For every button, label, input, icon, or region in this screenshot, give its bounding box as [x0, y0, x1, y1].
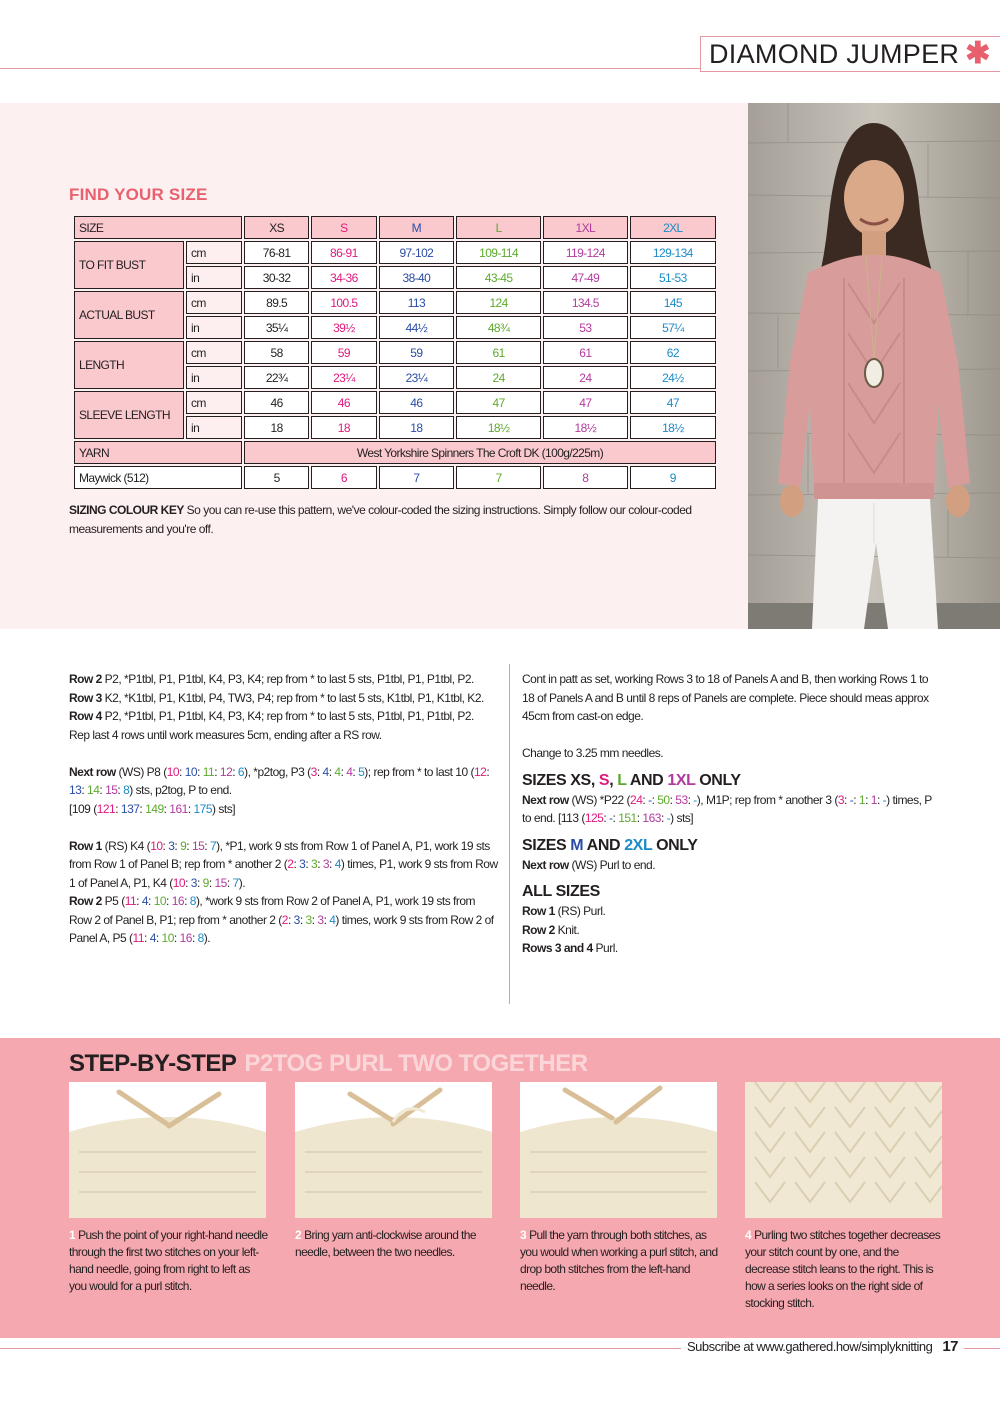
step-number: 2	[295, 1228, 302, 1242]
table-row-length-cm	[74, 341, 716, 364]
unit-in: in	[186, 316, 242, 339]
val-m: 10	[184, 764, 198, 779]
footer	[681, 1338, 964, 1355]
val-l: 50	[657, 792, 670, 807]
text: Purl.	[592, 941, 618, 955]
text: ) times, work 9 sts from Row 2 of Panel A, P5 (	[69, 912, 494, 945]
table-cell: 9	[630, 466, 716, 489]
table-cell: 47-49	[543, 266, 628, 289]
val-m: 4	[322, 764, 329, 779]
val-l: 3	[311, 857, 318, 871]
row-label: Row 4	[69, 709, 102, 723]
table-cell: 86-91	[311, 241, 376, 264]
val-2xl: 7	[209, 838, 217, 853]
table-cell: 18½	[630, 416, 716, 439]
val-1xl: 15	[191, 838, 205, 853]
step-number: 1	[69, 1228, 76, 1242]
step-text: Push the point of your right-hand needle through the first two stitches on your left-hand needle, going from right to left as you would for a purl stitch.	[69, 1228, 268, 1293]
val-s: 3	[837, 792, 845, 807]
row-text: P2, *P1tbl, P1, P1tbl, K4, P3, K4; rep from * to last 5 sts, P1tbl, P1, P1tbl, P2.	[101, 672, 474, 686]
val-s: 2	[281, 912, 288, 927]
val-l: 149	[145, 801, 164, 816]
row-1-panel-instruction: Row 1 (RS) K4 (10: 3: 9: 15: 7), *P1, work 9 sts from Row 1 of Panel A, P1, work 19 sts from Row 1 of Panel B; rep from * another 2 (2: 3: 3: 3: 4) times, P1, work 9 sts from Row 1 of Panel A, P1, K4 (10: 3: 9: 15: 7).	[69, 838, 498, 890]
step-title-sub: P2TOG PURL TWO TOGETHER	[244, 1050, 588, 1077]
unit-in: in	[186, 416, 242, 439]
to-fit-bust-label: TO FIT BUST	[74, 241, 184, 289]
sleeve-length-label: SLEEVE LENGTH	[74, 391, 184, 439]
val-2xl: -	[666, 811, 671, 825]
row-2-instruction	[69, 670, 499, 689]
table-cell: 24	[456, 366, 541, 389]
step-1-caption	[69, 1227, 269, 1295]
table-cell: 24	[543, 366, 628, 389]
size-table	[72, 214, 718, 491]
val-1xl: 4	[346, 764, 353, 779]
table-cell: 43-45	[456, 266, 541, 289]
table-cell: 134.5	[543, 291, 628, 314]
val-s: 12	[474, 764, 487, 779]
row-label: Next row	[69, 764, 116, 779]
next-row-purl-instruction	[522, 856, 942, 875]
size-label: SIZE	[74, 216, 242, 239]
table-cell: 23¼	[311, 366, 376, 389]
table-cell: 38-40	[379, 266, 455, 289]
step-4-caption	[745, 1227, 945, 1312]
knitting-needles-illustration	[295, 1082, 492, 1218]
sizes-m-2xl-heading	[522, 836, 942, 856]
val-l: 1	[858, 792, 866, 807]
row-label: Row 1	[522, 904, 555, 918]
table-cell: 5	[244, 466, 309, 489]
table-cell: 53	[543, 316, 628, 339]
table-cell: 18½	[456, 416, 541, 439]
model-photo	[748, 103, 1000, 629]
page-title: DIAMOND JUMPER	[709, 38, 960, 69]
text: ONLY	[695, 771, 741, 789]
step-number: 3	[520, 1228, 527, 1242]
table-cell: 48¾	[456, 316, 541, 339]
table-row-sleeve-length-cm	[74, 391, 716, 414]
table-cell: 61	[543, 341, 628, 364]
val-m: 3	[168, 838, 175, 853]
text: ,	[590, 771, 599, 789]
text: ), *work 9 sts from Row 2 of Panel A, P1, work 19 sts from Row 2 of Panel B, P1; rep from * another 2 (	[69, 894, 476, 927]
left-column	[69, 670, 499, 948]
unit-cm: cm	[186, 291, 242, 314]
table-cell: 6	[311, 466, 376, 489]
val-s: 10	[150, 838, 163, 853]
table-cell: 59	[311, 341, 376, 364]
row-label: Next row	[522, 857, 569, 872]
text: (WS) Purl to end.	[568, 857, 656, 872]
val-m: -	[609, 811, 613, 825]
unit-cm: cm	[186, 341, 242, 364]
text: ) sts]	[212, 801, 236, 816]
val-s: 10	[166, 764, 180, 779]
val-s: 11	[132, 931, 145, 945]
val-l: 151	[618, 811, 637, 825]
table-cell: 30-32	[244, 266, 309, 289]
unit-cm: cm	[186, 391, 242, 414]
table-cell: 8	[543, 466, 628, 489]
val-2xl: 8	[123, 783, 130, 797]
text: ).	[203, 931, 211, 945]
table-cell: 23¼	[379, 366, 455, 389]
all-sizes-heading: ALL SIZES	[522, 883, 600, 900]
step-text: Bring yarn anti-clockwise around the needle, between the two needles.	[295, 1228, 476, 1259]
knitting-needles-illustration	[520, 1082, 717, 1218]
table-cell: 22¾	[244, 366, 309, 389]
text: AND	[626, 771, 668, 789]
size-s: S	[598, 771, 610, 789]
val-l: 9	[180, 838, 187, 853]
val-1xl: 12	[219, 764, 233, 779]
shade-label: Maywick (512)	[74, 466, 242, 489]
table-cell: 119-124	[543, 241, 628, 264]
row-text: K2, *K1tbl, P1, K1tbl, P4, TW3, P4; rep from * to last 5 sts, K1tbl, P1, K1tbl, K2.	[101, 690, 484, 705]
row-text: P2, *P1tbl, P1, P1tbl, K4, P3, K4; rep from * to last 5 sts, P1tbl, P1, P1tbl, P2.	[101, 709, 474, 723]
val-m: 3	[293, 912, 300, 927]
val-1xl: 3	[322, 857, 330, 871]
row-2-knit-instruction	[522, 921, 942, 940]
val-m: 3	[299, 857, 306, 871]
yarn-label: YARN	[74, 441, 242, 464]
table-row-yarn	[74, 441, 716, 464]
size-xs: XS	[244, 216, 309, 239]
size-m: M	[379, 216, 455, 239]
text: ), *P1, work 9 sts from Row 1 of Panel A, P1, work 19 sts from Row 1 of Panel B; rep from * another 2 (	[69, 838, 490, 871]
table-cell: 109-114	[456, 241, 541, 264]
next-row-increase-instruction: Next row (WS) *P22 (24: -: 50: 53: -), M1P; rep from * another 3 (3: -: 1: 1: -) times, P to end. [113 (125: -: 151: 163: -) sts]	[522, 792, 932, 825]
table-row-actual-bust-cm	[74, 291, 716, 314]
subscribe-link[interactable]: Subscribe at www.gathered.how/simplyknitting	[686, 1339, 933, 1354]
val-s: 10	[172, 875, 186, 890]
right-column	[522, 670, 942, 958]
val-s: 24	[630, 792, 643, 807]
key-text: So you can re-use this pattern, we've colour-coded the sizing instructions. Simply follow our colour-coded measurements and you're off.	[69, 503, 692, 536]
table-cell: 57¼	[630, 316, 716, 339]
table-cell: 18½	[543, 416, 628, 439]
val-s: 2	[287, 857, 294, 871]
text: ) sts, p2tog, P to end.	[129, 783, 232, 797]
val-m: 3	[190, 875, 197, 890]
table-cell: 100.5	[311, 291, 376, 314]
length-label: LENGTH	[74, 341, 184, 389]
val-m: 4	[141, 894, 149, 908]
text: ), *p2tog, P3 (	[244, 764, 311, 779]
sizing-colour-key	[69, 501, 709, 539]
text: ), M1P; rep from * another 3 (	[696, 792, 838, 807]
unit-cm: cm	[186, 241, 242, 264]
step-2-photo	[295, 1082, 492, 1218]
table-row-shade	[74, 466, 716, 489]
row-label: Row 1	[69, 838, 102, 853]
val-2xl: 5	[358, 764, 365, 779]
table-cell: 58	[244, 341, 309, 364]
asterisk-icon: ✱	[965, 37, 991, 70]
table-cell: 24½	[630, 366, 716, 389]
knitting-needles-illustration	[69, 1082, 266, 1218]
page-number: 17	[942, 1338, 958, 1355]
step-4-photo	[745, 1082, 942, 1218]
key-label: SIZING COLOUR KEY	[69, 503, 184, 517]
val-s: 3	[310, 764, 317, 779]
size-m: M	[570, 836, 584, 854]
val-2xl: 7	[232, 875, 239, 890]
table-cell: 89.5	[244, 291, 309, 314]
text: AND	[583, 836, 625, 854]
row-label: Row 3	[69, 690, 102, 705]
val-m: -	[849, 792, 854, 807]
val-l: 9	[202, 875, 209, 890]
text: ).	[238, 875, 246, 890]
table-cell: 145	[630, 291, 716, 314]
table-cell: 97-102	[379, 241, 455, 264]
size-1xl: 1XL	[543, 216, 628, 239]
step-title-main: STEP-BY-STEP	[69, 1050, 237, 1077]
size-xs: XS	[570, 771, 591, 789]
table-cell: 113	[379, 291, 455, 314]
stocking-stitch-illustration	[745, 1082, 942, 1218]
row-label: Next row	[522, 792, 569, 807]
size-l: L	[617, 771, 627, 789]
page-title-box	[700, 36, 1000, 72]
text: ) sts]	[670, 811, 694, 825]
table-cell: 62	[630, 341, 716, 364]
val-m: 137	[120, 801, 140, 816]
sizes-xs-s-l-1xl-heading	[522, 771, 942, 791]
val-1xl: 53	[675, 792, 688, 807]
find-your-size-heading: FIND YOUR SIZE	[69, 185, 208, 204]
table-cell: 47	[630, 391, 716, 414]
change-needles-instruction: Change to 3.25 mm needles.	[522, 746, 664, 760]
row-label: Rows 3 and 4	[522, 941, 593, 955]
unit-in: in	[186, 366, 242, 389]
val-l: 11	[202, 764, 215, 779]
unit-in: in	[186, 266, 242, 289]
val-l: 14	[87, 783, 100, 797]
val-1xl: 163	[642, 811, 661, 825]
column-divider	[509, 664, 510, 1004]
row-label: Row 2	[69, 672, 102, 686]
val-2xl: 6	[237, 764, 245, 779]
val-2xl: 175	[193, 801, 213, 816]
step-number: 4	[745, 1228, 752, 1242]
val-2xl: -	[882, 792, 887, 807]
step-3-caption	[520, 1227, 720, 1295]
step-3-photo	[520, 1082, 717, 1218]
text: (WS) *P22 (	[568, 792, 631, 807]
step-2-caption	[295, 1227, 495, 1261]
val-l: 10	[161, 931, 174, 945]
text: ); rep from * to last 10 (	[364, 764, 474, 779]
val-1xl: 3	[317, 912, 324, 927]
val-l: 4	[334, 764, 341, 779]
text: SIZES	[522, 771, 571, 789]
val-2xl: 8	[197, 931, 204, 945]
text: ,	[609, 771, 618, 789]
row-label: Row 2	[522, 922, 555, 937]
step-by-step-title	[69, 1050, 588, 1078]
table-cell: 129-134	[630, 241, 716, 264]
val-l: 10	[153, 894, 167, 908]
val-1xl: 15	[214, 875, 227, 890]
val-s: 11	[124, 894, 137, 908]
table-cell: 35¼	[244, 316, 309, 339]
table-cell: 18	[379, 416, 455, 439]
text: (RS) Purl.	[554, 904, 606, 918]
text: ) times, P to end. [113 (	[522, 792, 932, 825]
row-3-instruction	[69, 689, 499, 708]
table-cell: 47	[456, 391, 541, 414]
val-1xl: 15	[105, 783, 118, 797]
text: ONLY	[652, 836, 698, 854]
text: (RS) K4 (	[101, 838, 151, 853]
val-2xl: 4	[334, 857, 341, 871]
size-l: L	[456, 216, 541, 239]
table-cell: 44½	[379, 316, 455, 339]
table-cell: 46	[379, 391, 455, 414]
table-cell: 76-81	[244, 241, 309, 264]
table-cell: 46	[311, 391, 376, 414]
size-s: S	[311, 216, 376, 239]
table-cell: 7	[379, 466, 455, 489]
table-cell: 47	[543, 391, 628, 414]
table-row-size	[74, 216, 716, 239]
step-1-photo	[69, 1082, 266, 1218]
val-1xl: 16	[171, 894, 185, 908]
text: P5 (	[101, 894, 125, 908]
size-2xl: 2XL	[630, 216, 716, 239]
table-cell: 51-53	[630, 266, 716, 289]
rep-instruction: Rep last 4 rows until work measures 5cm, ending after a RS row.	[69, 727, 382, 742]
table-cell: 46	[244, 391, 309, 414]
val-1xl: 1	[870, 792, 877, 807]
table-cell: 124	[456, 291, 541, 314]
row-1-purl-instruction	[522, 902, 942, 921]
val-l: 3	[305, 912, 312, 927]
table-cell: 39½	[311, 316, 376, 339]
step-text: Purling two stitches together decreases your stitch count by one, and the decrease stitch leans to the right. This is how a series looks on the right side of stocking stitch.	[745, 1228, 941, 1310]
next-row-instruction: Next row (WS) P8 (10: 10: 11: 12: 6), *p2tog, P3 (3: 4: 4: 4: 5); rep from * to last 10 (12: 13: 14: 15: 8) sts, p2tog, P to end. [109 (121: 137: 149: 161: 175) sts]	[69, 764, 490, 816]
text: SIZES	[522, 836, 571, 854]
size-1xl: 1XL	[667, 771, 696, 789]
step-text: Pull the yarn through both stitches, as you would when working a purl stitch, and drop both stitches from the left-hand needle.	[520, 1228, 718, 1293]
val-1xl: 16	[179, 931, 192, 945]
header-rule	[0, 68, 700, 69]
text: Knit.	[554, 922, 580, 937]
continue-instruction: Cont in patt as set, working Rows 3 to 18 of Panels A and B, then working Rows 1 to 18 of Panels A and B until 8 reps of Panels are complete. Piece should meas approx 45cm from cast-on edge.	[522, 672, 929, 723]
val-2xl: 4	[329, 912, 336, 927]
val-1xl: 161	[169, 801, 188, 816]
text: ) times, P1, work 9 sts from Row 1 of Panel A, P1, K4 (	[69, 857, 498, 890]
val-2xl: 8	[189, 894, 196, 908]
row-label: Row 2	[69, 894, 102, 908]
table-cell: 34-36	[311, 266, 376, 289]
table-cell: 7	[456, 466, 541, 489]
table-cell: 59	[379, 341, 455, 364]
val-m: -	[648, 792, 652, 807]
val-s: 125	[584, 811, 604, 825]
yarn-value: West Yorkshire Spinners The Croft DK (100g/225m)	[244, 441, 716, 464]
table-cell: 18	[244, 416, 309, 439]
val-2xl: -	[693, 792, 697, 807]
actual-bust-label: ACTUAL BUST	[74, 291, 184, 339]
rows-3-4-instruction	[522, 939, 942, 958]
size-2xl: 2XL	[624, 836, 653, 854]
text: [109 (	[69, 801, 97, 816]
table-cell: 18	[311, 416, 376, 439]
row-4-instruction	[69, 707, 499, 726]
table-row-to-fit-bust-cm	[74, 241, 716, 264]
text: (WS) P8 (	[115, 764, 167, 779]
row-2-panel-instruction: Row 2 P5 (11: 4: 10: 16: 8), *work 9 sts from Row 2 of Panel A, P1, work 19 sts from Row 2 of Panel B, P1; rep from * another 2 (2: 3: 3: 3: 4) times, work 9 sts from Row 2 of Panel A, P5 (11: 4: 10: 16: 8).	[69, 894, 494, 945]
table-cell: 61	[456, 341, 541, 364]
model-photo-illustration	[748, 103, 1000, 629]
val-s: 121	[96, 801, 116, 816]
val-m: 13	[69, 783, 82, 797]
val-m: 4	[149, 931, 156, 945]
